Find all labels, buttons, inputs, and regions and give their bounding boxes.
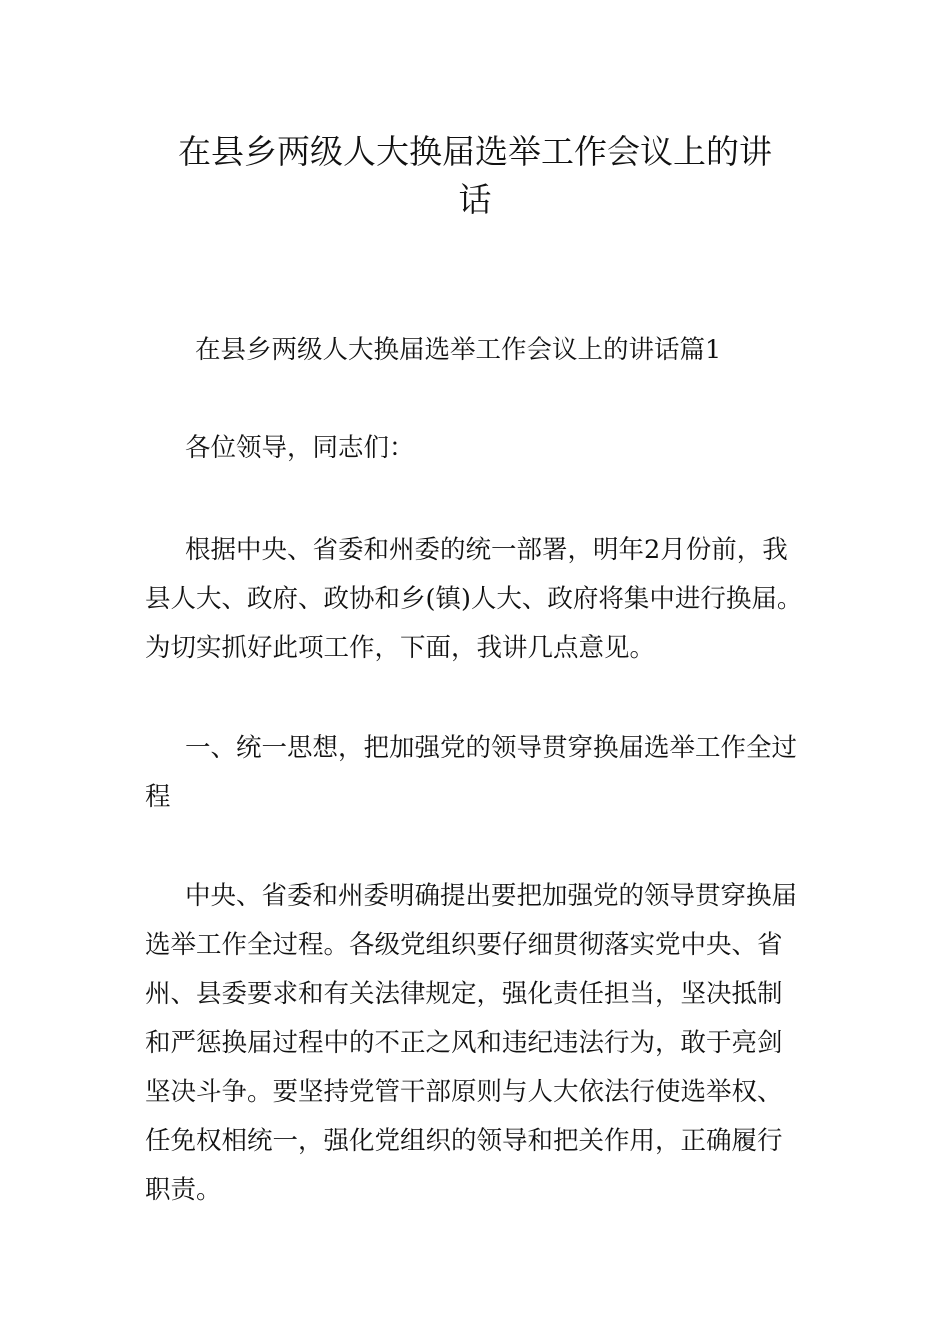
paragraph-2: [145, 872, 845, 1215]
paragraph-line: 为切实抓好此项工作，下面，我讲几点意见。: [145, 633, 656, 663]
paragraph-line: 县人大、政府、政协和乡(镇)人大、政府将集中进行换届。: [145, 584, 803, 614]
title-line: 在县乡两级人大换届选举工作会议上的讲: [178, 132, 772, 171]
paragraph-line: 任免权相统一，强化党组织的领导和把关作用，正确履行: [145, 1126, 783, 1156]
heading-line: 程: [145, 782, 171, 812]
paragraph-line: 州、县委要求和有关法律规定，强化责任担当，坚决抵制: [145, 979, 783, 1009]
document-subtitle: 在县乡两级人大换届选举工作会议上的讲话篇1: [195, 335, 722, 365]
paragraph-line: 坚决斗争。要坚持党管干部原则与人大依法行使选举权、: [145, 1077, 783, 1107]
heading-line: 一、统一思想，把加强党的领导贯穿换届选举工作全过: [185, 733, 798, 763]
paragraph-line: 和严惩换届过程中的不正之风和违纪违法行为，敢于亮剑: [145, 1028, 783, 1058]
document-title: [145, 128, 805, 224]
title-line: 话: [458, 180, 492, 219]
paragraph-line: 职责。: [145, 1175, 222, 1205]
paragraph-line: 中央、省委和州委明确提出要把加强党的领导贯穿换届: [185, 881, 798, 911]
paragraph-1: [145, 526, 845, 673]
salutation: 各位领导，同志们：: [185, 433, 415, 463]
section-heading-1: [145, 724, 845, 822]
paragraph-line: 选举工作全过程。各级党组织要仔细贯彻落实党中央、省: [145, 930, 783, 960]
paragraph-line: 根据中央、省委和州委的统一部署，明年2月份前，我: [185, 535, 788, 565]
